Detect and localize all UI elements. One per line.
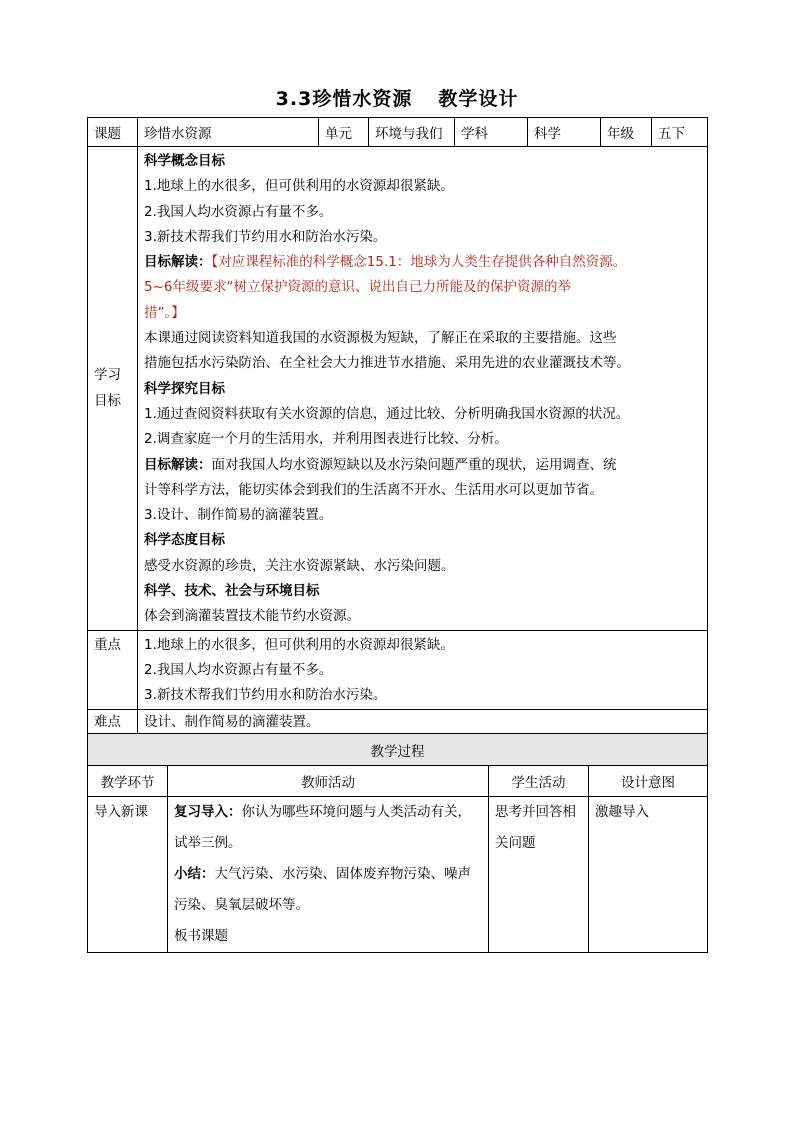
title-lesson: 3.3珍惜水资源 [275, 88, 413, 110]
topic-label: 课题 [88, 118, 138, 147]
process-header-row [88, 766, 708, 797]
col-teacher: 教师活动 [168, 766, 489, 797]
concept-item: 3.新技术帮我们节约用水和防治水污染。 [144, 228, 387, 245]
key-point-item: 1.地球上的水很多，但可供利用的水资源却很紧缺。 [144, 636, 454, 653]
interp1-line: 目标解读：【对应课程标准的科学概念15.1：地球为人类生存提供各种自然资源。 [144, 254, 627, 271]
stage-cell: 导入新课 [88, 797, 168, 953]
interp1-red-line: 5~6年级要求“树立保护资源的意识、说出自己力所能及的保护资源的举 [144, 279, 571, 296]
unit-value: 环境与我们 [369, 118, 455, 147]
teaching-process-table [87, 733, 708, 953]
key-points-content [138, 630, 708, 709]
stse-heading: 科学、技术、社会与环境目标 [144, 583, 320, 600]
topic-value: 珍惜水资源 [138, 118, 319, 147]
subject-label: 学科 [455, 118, 528, 147]
col-student: 学生活动 [489, 766, 589, 797]
inquiry-item: 1.通过查阅资料获取有关水资源的信息，通过比较、分析明确我国水资源的状况。 [144, 405, 630, 422]
grade-value: 五下 [652, 118, 708, 147]
difficulty-content: 设计、制作简易的滴灌装置。 [138, 709, 708, 735]
unit-label: 单元 [319, 118, 369, 147]
attitude-text: 感受水资源的珍贵，关注水资源紧缺、水污染问题。 [144, 557, 455, 574]
table-row [88, 797, 708, 953]
intent-cell: 激趣导入 [589, 797, 708, 953]
difficulty-row [88, 709, 708, 735]
goals-label: 学习 目标 [88, 147, 138, 631]
difficulty-label: 难点 [88, 709, 138, 735]
key-points-label: 重点 [88, 630, 138, 709]
info-row [88, 118, 708, 147]
process-title: 教学过程 [88, 734, 708, 766]
teacher-cell: 复习导入：你认为哪些环境问题与人类活动有关， 试举三例。 小结：大气污染、水污染、固体废弃物污染、噪声 污染、臭氧层破坏等。 板书课题 [168, 797, 489, 953]
interp1-body: 措施包括水污染防治、在全社会大力推进节水措施、采用先进的农业灌溉技术等。 [144, 355, 630, 372]
col-stage: 教学环节 [88, 766, 168, 797]
interp2-line: 计等科学方法，能切实体会到我们的生活离不开水、生活用水可以更加节省。 [144, 481, 603, 498]
goals-content [138, 147, 708, 631]
process-title-row [88, 734, 708, 766]
student-cell: 思考并回答相 关问题 [489, 797, 589, 953]
concept-item: 1.地球上的水很多，但可供利用的水资源却很紧缺。 [144, 178, 454, 195]
inquiry-heading: 科学探究目标 [144, 380, 225, 397]
grade-label: 年级 [601, 118, 652, 147]
subject-value: 科学 [528, 118, 601, 147]
interp1-red-line: 措”。】 [144, 304, 185, 321]
col-intent: 设计意图 [589, 766, 708, 797]
key-point-item: 3.新技术帮我们节约用水和防治水污染。 [144, 687, 387, 704]
interp1-body: 本课通过阅读资料知道我国的水资源极为短缺，了解正在采取的主要措施。这些 [144, 330, 617, 347]
concept-heading: 科学概念目标 [144, 153, 225, 169]
goals-row [88, 147, 708, 631]
title-design: 教学设计 [438, 88, 519, 110]
inquiry-item: 2.调查家庭一个月的生活用水，并利用图表进行比较、分析。 [144, 431, 508, 448]
stse-text: 体会到滴灌装置技术能节约水资源。 [144, 608, 360, 625]
interp2-line: 目标解读：面对我国人均水资源短缺以及水污染问题严重的现状，运用调查、统 [144, 456, 617, 473]
concept-item: 2.我国人均水资源占有量不多。 [144, 203, 333, 220]
inquiry-item: 3.设计、制作简易的滴灌装置。 [144, 507, 333, 524]
key-point-item: 2.我国人均水资源占有量不多。 [144, 661, 333, 678]
lesson-info-table [87, 117, 708, 736]
key-points-row [88, 630, 708, 709]
attitude-heading: 科学态度目标 [144, 532, 225, 549]
page-title [0, 84, 794, 111]
